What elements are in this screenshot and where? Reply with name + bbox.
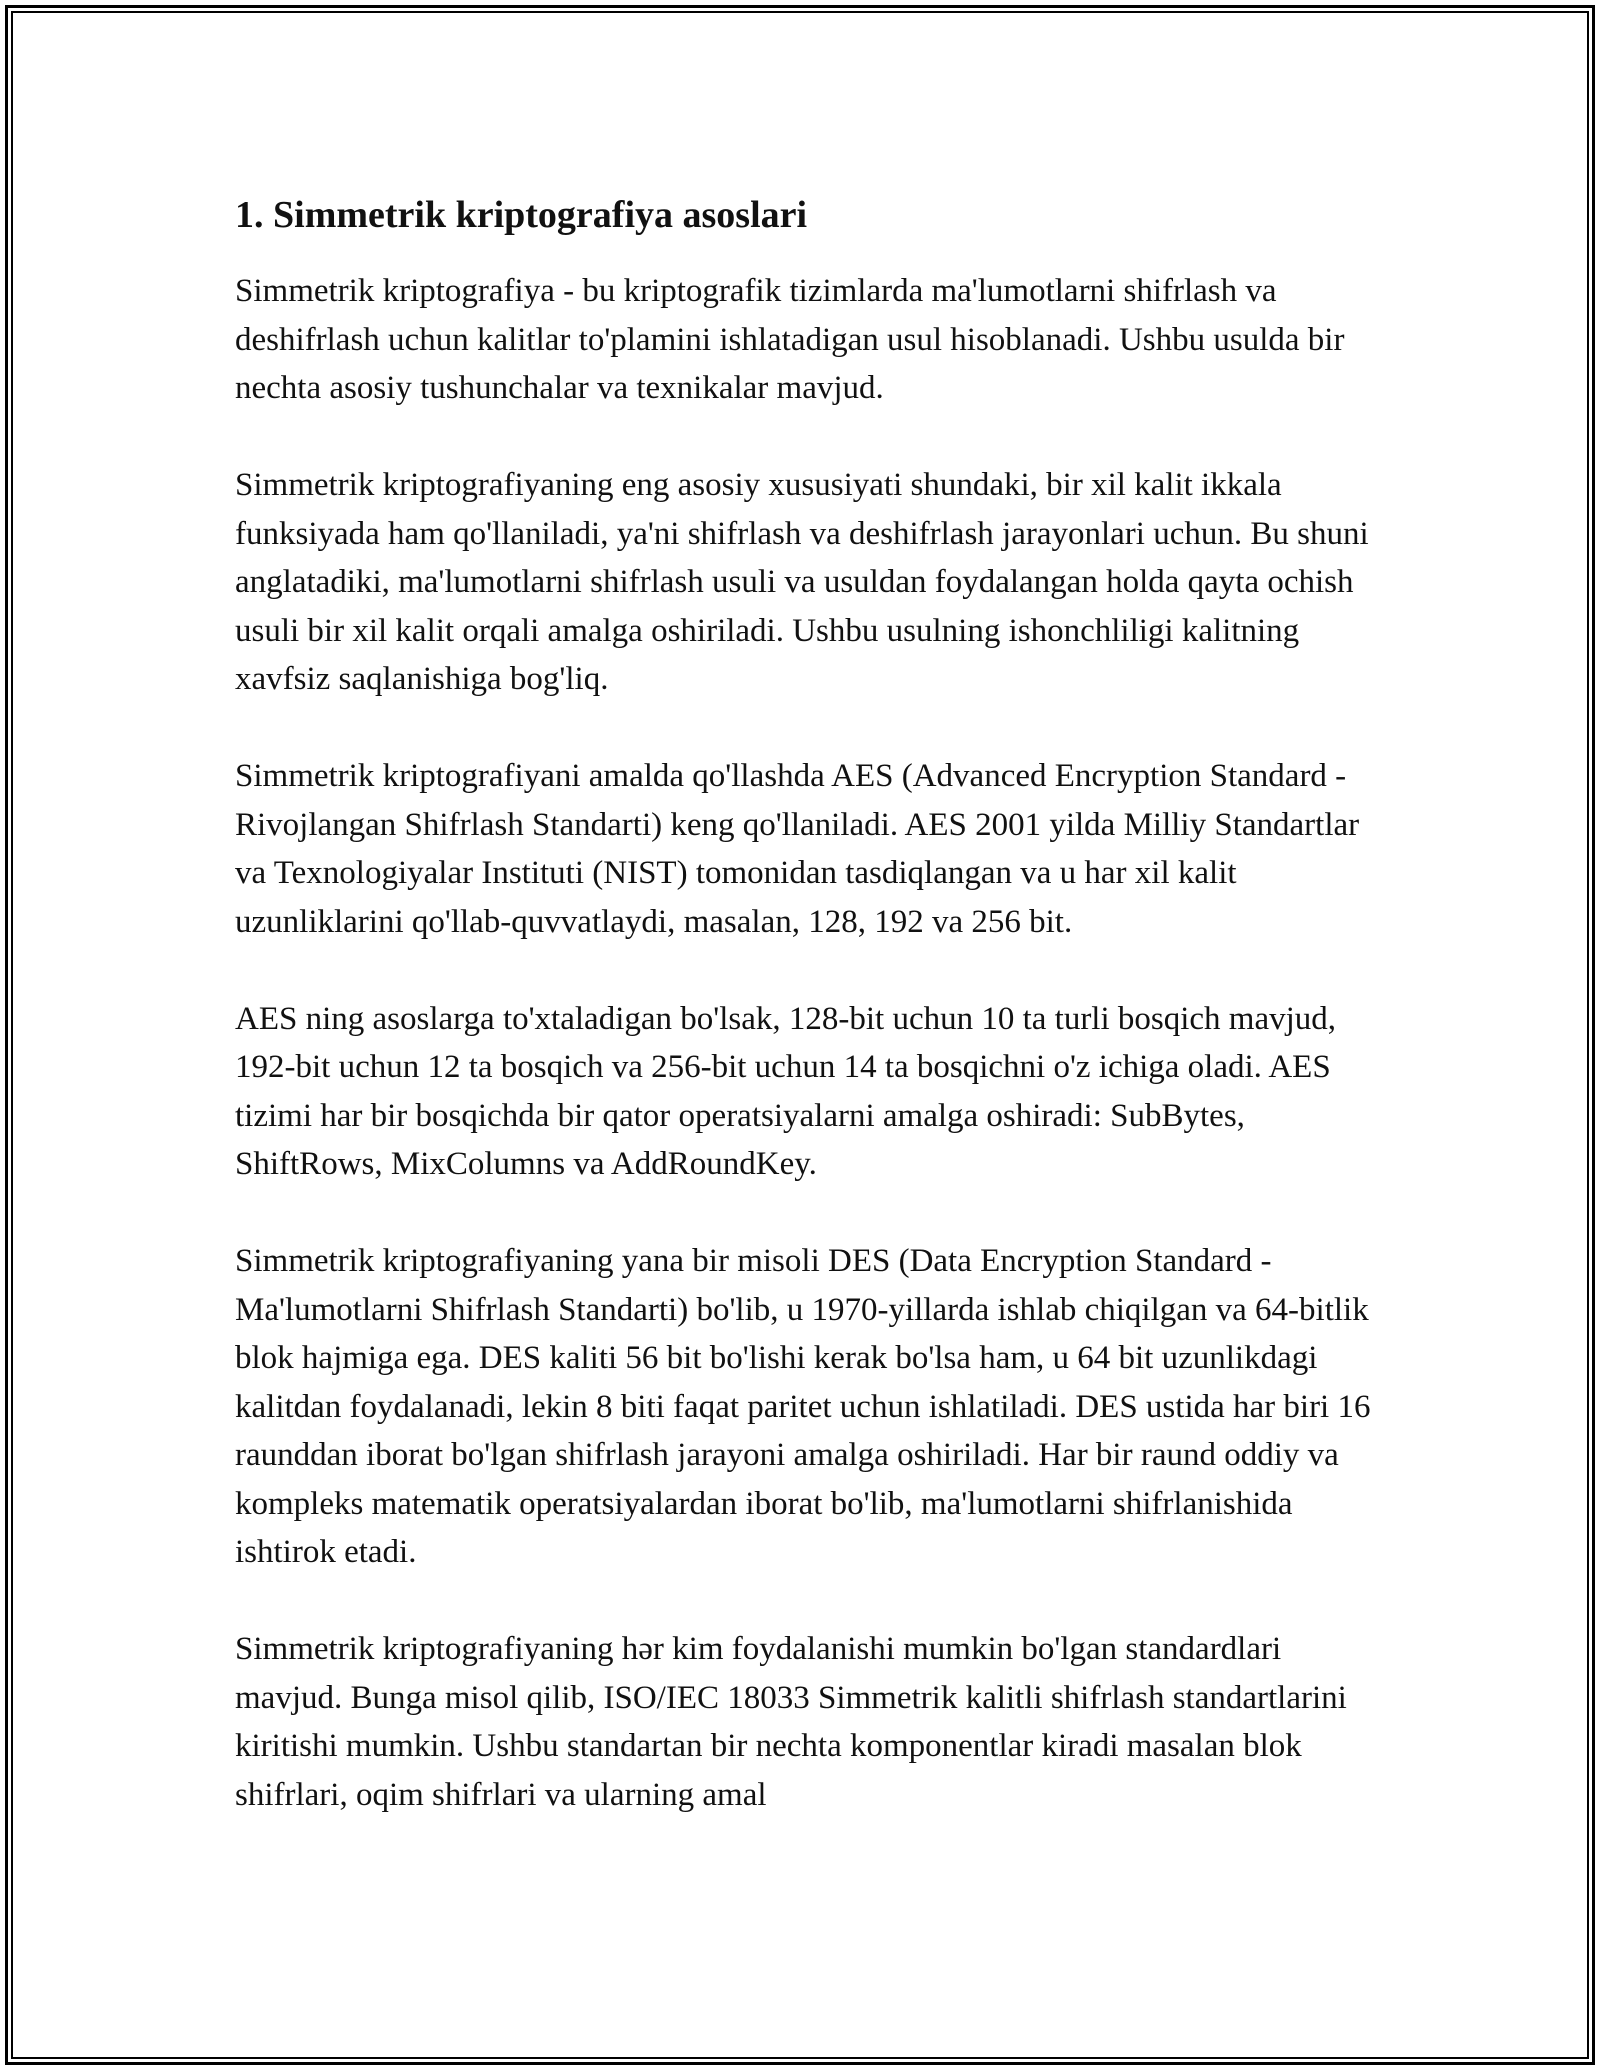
section-heading: 1. Simmetrik kriptografiya asoslari (235, 194, 808, 236)
document-body (235, 185, 1375, 1819)
paragraph-5: Simmetrik kriptografiyaning yana bir misoli DES (Data Encryption Standard - Ma'lumotlarni Shifrlash Standarti) bo'lib, u 1970-yillarda ishlab chiqilgan va 64-bitlik blok hajmiga ega. DES kaliti 56 bit bo'lishi kerak bo'lsa ham, u 64 bit uzunlikdagi kalitdan foydalanadi, lekin 8 biti faqat paritet uchun ishlatiladi. DES ustida har biri 16 raunddan iborat bo'lgan shifrlash jarayoni amalga oshiriladi. Har bir raund oddiy va kompleks matematik operatsiyalardan iborat bo'lib, ma'lumotlarni shifrlanishida ishtirok etadi. (235, 1243, 1371, 1570)
paragraph-6: Simmetrik kriptografiyaning hər kim foydalanishi mumkin bo'lgan standardlari mavjud. Bunga misol qilib, ISO/IEC 18033 Simmetrik kalitli shifrlash standartlarini kiritishi mumkin. Ushbu standartan bir nechta komponentlar kiradi masalan blok shifrlari, oqim shifrlari va ularning amal (235, 1631, 1347, 1813)
paragraph-1: Simmetrik kriptografiya - bu kriptografik tizimlarda ma'lumotlarni shifrlash va deshifrlash uchun kalitlar to'plamini ishlatadigan usul hisoblanadi. Ushbu usulda bir nechta asosiy tushunchalar va texnikalar mavjud. (235, 273, 1345, 406)
paragraph-2: Simmetrik kriptografiyaning eng asosiy xususiyati shundaki, bir xil kalit ikkala funksiyada ham qo'llaniladi, ya'ni shifrlash va deshifrlash jarayonlari uchun. Bu shuni anglatadiki, ma'lumotlarni shifrlash usuli va usuldan foydalangan holda qayta ochish usuli bir xil kalit orqali amalga oshiriladi. Ushbu usulning ishonchliligi kalitning xavfsiz saqlanishiga bog'liq. (235, 467, 1369, 697)
paragraph-4: AES ning asoslarga to'xtaladigan bo'lsak, 128-bit uchun 10 ta turli bosqich mavjud, 192-bit uchun 12 ta bosqich va 256-bit uchun 14 ta bosqichni o'z ichiga oladi. AES tizimi har bir bosqichda bir qator operatsiyalarni amalga oshiradi: SubBytes, ShiftRows, MixColumns va AddRoundKey. (235, 1000, 1337, 1182)
paragraph-3: Simmetrik kriptografiyani amalda qo'llashda AES (Advanced Encryption Standard - Rivojlangan Shifrlash Standarti) keng qo'llaniladi. AES 2001 yilda Milliy Standartlar va Texnologiyalar Instituti (NIST) tomonidan tasdiqlangan va u har xil kalit uzunliklarini qo'llab-quvvatlaydi, masalan, 128, 192 va 256 bit. (235, 758, 1360, 940)
